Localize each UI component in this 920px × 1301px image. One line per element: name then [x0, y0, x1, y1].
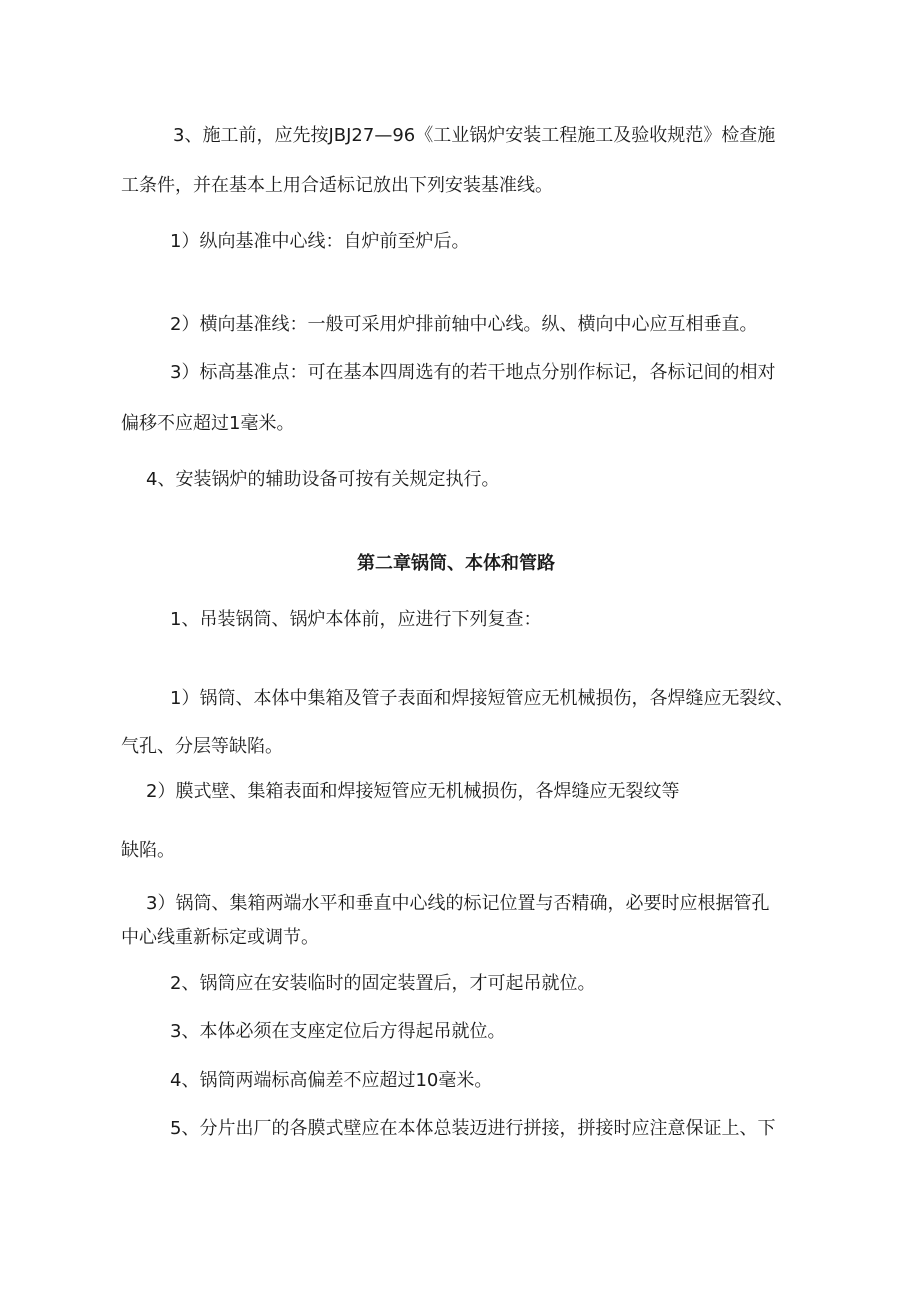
paragraph-line: 3、本体必须在支座定位后方得起吊就位。 [170, 1021, 506, 1042]
paragraph-line: 1、吊装锅筒、锅炉本体前，应进行下列复查： [170, 609, 542, 630]
paragraph-line: 1）锅筒、本体中集箱及管子表面和焊接短管应无机械损伤，各焊缝应无裂纹、 [170, 688, 794, 709]
paragraph-line: 2）膜式壁、集箱表面和焊接短管应无机械损伤，各焊缝应无裂纹等 [146, 781, 680, 802]
paragraph-line: 工条件，并在基本上用合适标记放出下列安装基准线。 [121, 175, 553, 196]
paragraph-line: 3）标高基准点：可在基本四周选有的若干地点分别作标记，各标记间的相对 [170, 362, 776, 383]
paragraph-line: 4、锅筒两端标高偏差不应超过10毫米。 [170, 1070, 493, 1091]
paragraph-line: 缺陷。 [121, 840, 175, 861]
paragraph-line: 3、施工前，应先按JBJ27—96《工业锅炉安装工程施工及验收规范》检查施 [173, 125, 776, 146]
paragraph-line: 4、安装锅炉的辅助设备可按有关规定执行。 [146, 469, 500, 490]
paragraph-line: 中心线重新标定或调节。 [121, 927, 319, 948]
paragraph-line: 2、锅筒应在安装临时的固定装置后，才可起吊就位。 [170, 973, 596, 994]
paragraph-line: 1）纵向基准中心线：自炉前至炉后。 [170, 231, 470, 252]
paragraph-line: 5、分片出厂的各膜式壁应在本体总装迈进行拼接，拼接时应注意保证上、下 [170, 1118, 776, 1139]
paragraph-line: 气孔、分层等缺陷。 [121, 736, 283, 757]
paragraph-line: 3）锅筒、集箱两端水平和垂直中心线的标记位置与否精确，必要时应根据管孔 [146, 893, 770, 914]
paragraph-line: 2）横向基准线：一般可采用炉排前轴中心线。纵、横向中心应互相垂直。 [170, 314, 758, 335]
paragraph-line: 偏移不应超过1毫米。 [121, 413, 295, 434]
chapter-heading: 第二章锅筒、本体和管路 [357, 553, 555, 574]
